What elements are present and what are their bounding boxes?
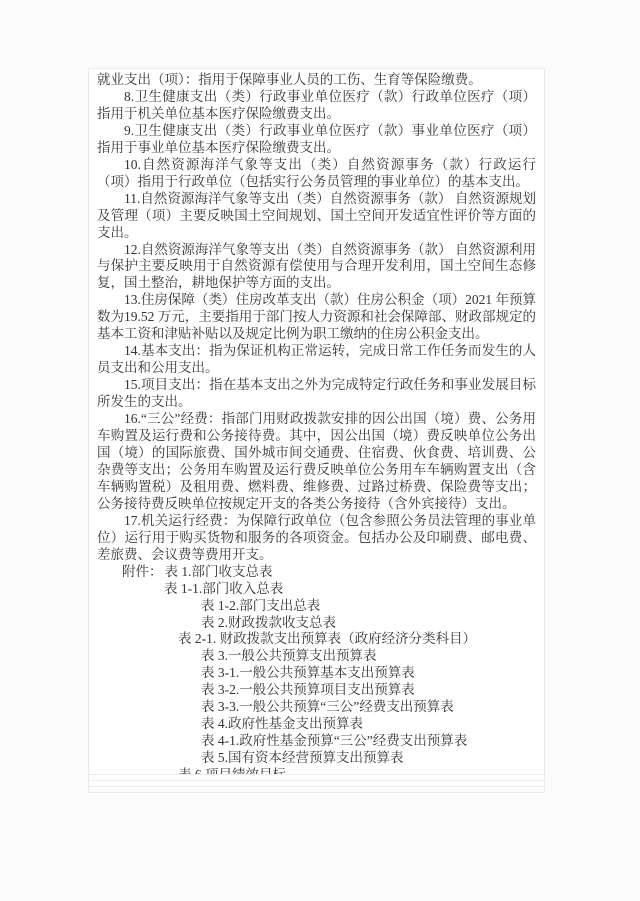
attachment-item: 表 1-2.部门支出总表 — [201, 597, 321, 613]
paragraph-15: 15.项目支出：指在基本支出之外为完成特定行政任务和事业发展目标所发生的支出。 — [97, 377, 536, 410]
paragraph-13: 13.住房保障（类）住房改革支出（款）住房公积金（项）2021 年预算数为19.52 万元，主要指用于部门按人力资源和社会保障部、财政部规定的基本工资和津贴补贴以及规定比例为职工缴纳的住房公积金支出。 — [97, 292, 536, 342]
attachment-item: 表 3-1.一般公共预算基本支出预算表 — [201, 665, 415, 681]
paragraph-10: 10.自然资源海洋气象等支出（类）自然资源事务（款）行政运行（项）指用于行政单位（包括实行公务员管理的事业单位）的基本支出。 — [97, 156, 536, 189]
collapsed-row — [88, 774, 545, 781]
paragraph-continuation: 就业支出（项）：指用于保障事业人员的工伤、生育等保险缴费。 — [97, 72, 482, 87]
attachment-list — [97, 564, 536, 784]
attachment-item: 表 2.财政拨款收支总表 — [201, 614, 336, 630]
attachment-item: 表 4.政府性基金支出预算表 — [201, 716, 363, 732]
attachment-item — [122, 564, 536, 581]
collapsed-row — [88, 786, 545, 793]
paragraph-11: 11.自然资源海洋气象等支出（类）自然资源事务（款） 自然资源规划及管理（项）主要反映国土空间规划、国土空间开发适宜性评价等方面的支出。 — [97, 190, 536, 240]
attachment-item: 表 2-1. 财政拨款支出预算表（政府经济分类科目） — [178, 631, 477, 647]
attachment-item: 表 3.一般公共预算支出预算表 — [201, 648, 377, 664]
paragraph-14: 14.基本支出：指为保证机构正常运转，完成日常工作任务而发生的人员支出和公用支出。 — [97, 343, 536, 376]
paragraph-16: 16.“三公”经费：指部门用财政拨款安排的因公出国（境）费、公务用车购置及运行费和公务接待费。其中，因公出国（境）费反映单位公务出国（境）的国际旅费、国外城市间交通费、住宿费、伙食费、培训费、公杂费等支出；公务用车购置及运行费反映单位公务用车车辆购置支出（含车辆购置税）及租用费、燃料费、维修费、过路过桥费、保险费等支出；公务接待费反映单位按规定开支的各类公务接待（含外宾接待）支出。 — [97, 411, 536, 511]
attachment-item: 表 3-3.一般公共预算“三公”经费支出预算表 — [201, 699, 454, 715]
attachment-item: 表 4-1.政府性基金预算“三公”经费支出预算表 — [201, 733, 468, 749]
attachment-label: 附件： — [122, 563, 163, 579]
attachment-item-text: 表 1.部门收支总表 — [164, 563, 273, 579]
paragraph-8: 8.卫生健康支出（类）行政事业单位医疗（款）行政单位医疗（项）指用于机关单位基本医疗保险缴费支出。 — [97, 88, 536, 121]
attachment-item: 表 5.国有资本经营预算支出预算表 — [201, 750, 404, 766]
paragraph-12: 12.自然资源海洋气象等支出（类）自然资源事务（款） 自然资源利用与保护主要反映用于自然资源有偿使用与合理开发利用，国土空间生态修复，国土整治，耕地保护等方面的支出。 — [97, 241, 536, 291]
document-body — [88, 68, 545, 787]
paragraph-17: 17.机关运行经费：为保障行政单位（包含参照公务员法管理的事业单位）运行用于购买货物和服务的各项资金。包括办公及印刷费、邮电费、差旅费、会议费等费用开支。 — [97, 512, 536, 562]
attachment-item: 表 1-1.部门收入总表 — [164, 580, 284, 596]
paragraph-9: 9.卫生健康支出（类）行政事业单位医疗（款）事业单位医疗（项）指用于事业单位基本医疗保险缴费支出。 — [97, 122, 536, 155]
attachment-item: 表 3-2.一般公共预算项目支出预算表 — [201, 682, 415, 698]
